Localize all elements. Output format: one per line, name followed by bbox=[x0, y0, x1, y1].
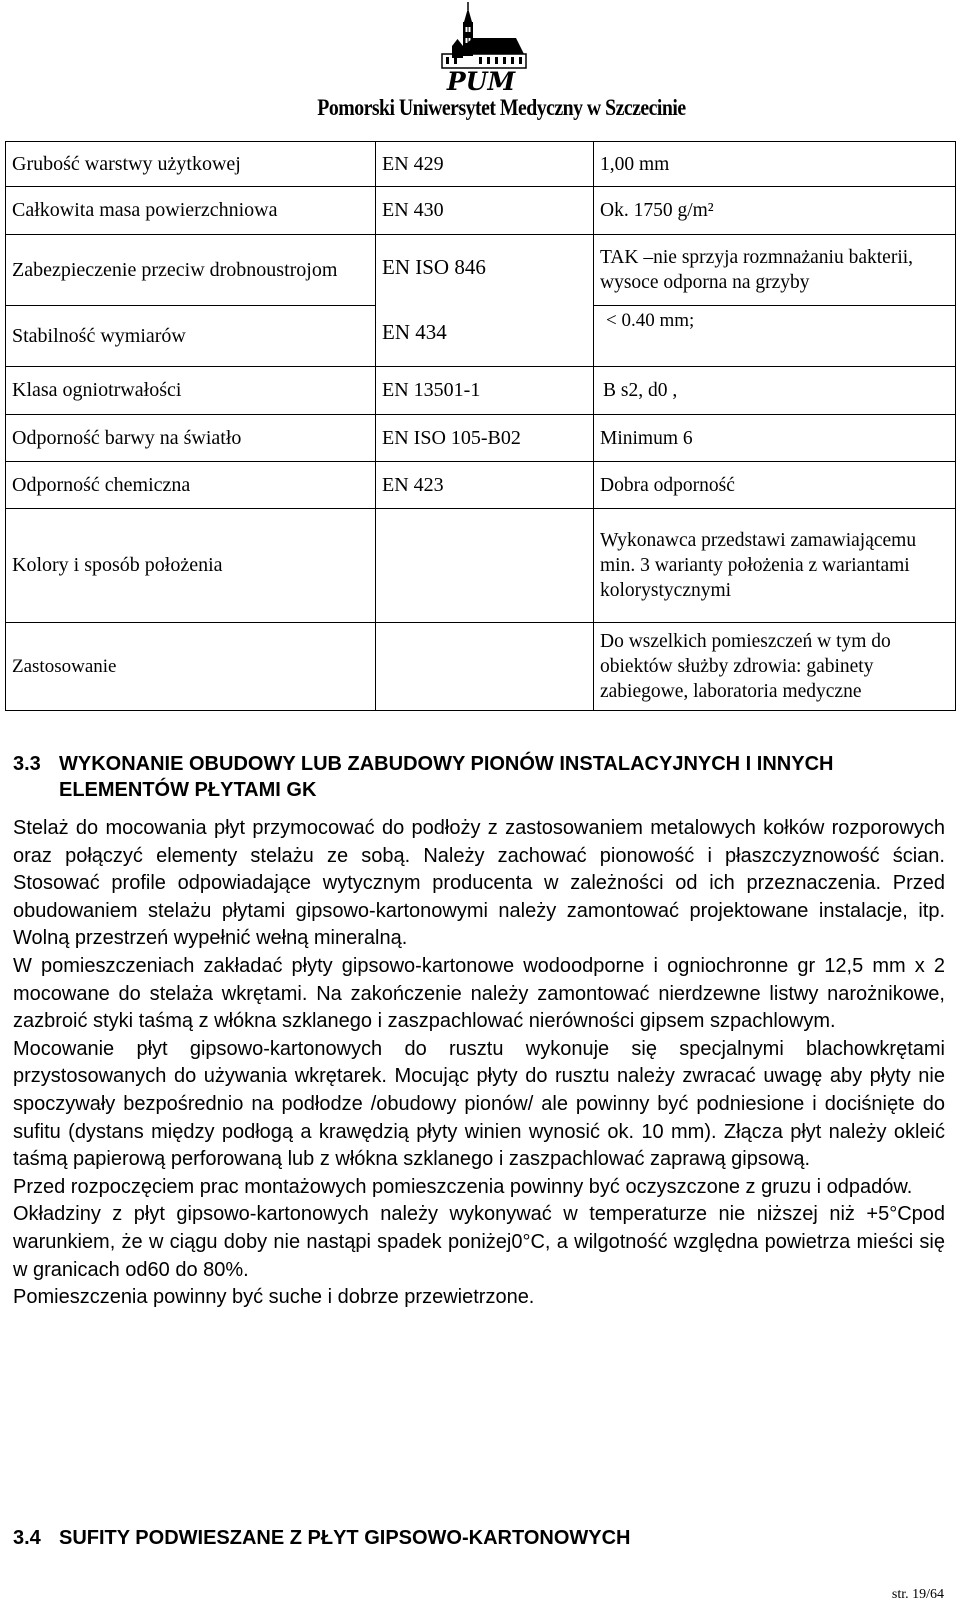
table-cell: Do wszelkich pomieszczeń w tym do obiektów służby zdrowia: gabinety zabiegowe, laboratoria medyczne bbox=[594, 623, 956, 711]
paragraph: W pomieszczeniach zakładać płyty gipsowo-kartonowe wodoodporne i ogniochronne gr 12,5 mm x 2 mocowane do stelaża wkrętami. Na zakończenie należy zamontować nierdzewne listwy narożnikowe, zazbroić styki taśmą z włókna szklanego i zaszpachlować nierówności gipsem szpachlowym. bbox=[13, 954, 945, 1033]
table-cell: EN 430 bbox=[376, 187, 594, 235]
section-title: WYKONANIE OBUDOWY LUB ZABUDOWY PIONÓW INSTALACYJNYCH I INNYCH ELEMENTÓW PŁYTAMI GK bbox=[59, 753, 834, 801]
university-logo bbox=[434, 2, 528, 94]
table-row bbox=[6, 415, 956, 462]
section-3-3-body bbox=[13, 815, 945, 1312]
table-row bbox=[6, 509, 956, 623]
table-cell: Zastosowanie bbox=[6, 623, 376, 711]
table-cell bbox=[376, 235, 594, 367]
table-cell: Kolory i sposób położenia bbox=[6, 509, 376, 623]
table-cell: Odporność barwy na światło bbox=[6, 415, 376, 462]
table-cell bbox=[376, 623, 594, 711]
table-cell: Grubość warstwy użytkowej bbox=[6, 142, 376, 187]
table-cell: Wykonawca przedstawi zamawiającemu min. 3 warianty położenia z wariantami kolorystycznymi bbox=[594, 509, 956, 623]
table-cell: Zabezpieczenie przeciw drobnoustrojom bbox=[6, 235, 376, 306]
table-cell: Minimum 6 bbox=[594, 415, 956, 462]
paragraph: Mocowanie płyt gipsowo-kartonowych do rusztu wykonuje się specjalnymi blachowkrętami przystosowanych do używania wkrętarek. Mocując płyty do rusztu należy zwracać uwagę aby płyty nie spoczywały bezpośrednio na podłodze /obudowy pionów/ ale powinny być podniesione i dociśnięte do sufitu (dystans między podłogą a krawędzią płyty winien wynosić ok. 10 mm). Złącza płyt należy okleić taśmą papierową perforowaną lub z włókna szklanego i zaszpachlować zaprawą gipsową. bbox=[13, 1037, 945, 1171]
table-row bbox=[6, 462, 956, 509]
page-number: str. 19/64 bbox=[891, 1587, 944, 1602]
paragraph: Okładziny z płyt gipsowo-kartonowych należy wykonywać w temperaturze nie niższej niż +5°Cpod warunkiem, że w ciągu doby nie nastąpi spadek poniżej0°C, a wilgotność względna powietrza mieści się w granicach od60 do 80%. bbox=[13, 1203, 945, 1281]
section-title: SUFITY PODWIESZANE Z PŁYT GIPSOWO-KARTONOWYCH bbox=[59, 1527, 631, 1549]
table-cell: EN 13501-1 bbox=[376, 367, 594, 415]
table-cell: EN 423 bbox=[376, 462, 594, 509]
table-cell: TAK –nie sprzyja rozmnażaniu bakterii, wysoce odporna na grzyby bbox=[594, 235, 956, 306]
table-cell: 1,00 mm bbox=[594, 142, 956, 187]
section-number: 3.3 bbox=[13, 753, 41, 775]
table-cell: Całkowita masa powierzchniowa bbox=[6, 187, 376, 235]
specification-table bbox=[5, 141, 956, 711]
standard-en-434: EN 434 bbox=[382, 320, 447, 344]
standard-en-iso-846: EN ISO 846 bbox=[382, 255, 486, 279]
table-cell bbox=[594, 306, 956, 367]
table-cell: EN 429 bbox=[376, 142, 594, 187]
table-cell bbox=[376, 509, 594, 623]
table-row bbox=[6, 623, 956, 711]
table-cell: Odporność chemiczna bbox=[6, 462, 376, 509]
table-cell: B s2, d0 , bbox=[594, 367, 956, 415]
table-cell: EN ISO 105-B02 bbox=[376, 415, 594, 462]
university-logo-icon bbox=[434, 2, 528, 94]
paragraph: Przed rozpoczęciem prac montażowych pomieszczenia powinny być oczyszczone z gruzu i odpadów. bbox=[13, 1175, 913, 1198]
section-number: 3.4 bbox=[13, 1527, 41, 1549]
page-header bbox=[0, 0, 960, 130]
stability-value: < 0.40 mm; bbox=[606, 310, 695, 331]
table-cell: Ok. 1750 g/m² bbox=[594, 187, 956, 235]
table-row bbox=[6, 142, 956, 187]
table-cell: Klasa ogniotrwałości bbox=[6, 367, 376, 415]
table-row bbox=[6, 187, 956, 235]
table-cell: Stabilność wymiarów bbox=[6, 306, 376, 367]
table-row bbox=[6, 235, 956, 306]
section-3-4-heading bbox=[13, 1525, 949, 1551]
section-3-3-heading bbox=[13, 751, 949, 803]
paragraph: Pomieszczenia powinny być suche i dobrze przewietrzone. bbox=[13, 1286, 535, 1309]
paragraph: Stelaż do mocowania płyt przymocować do podłoży z zastosowaniem metalowych kołków rozporowych oraz połączyć elementy stelażu ze sobą. Należy zachować pionowość i płaszczyznowość ścian. Stosować profile odpowiadające wytycznym producenta w zależności od ich przeznaczenia. Przed obudowaniem stelażu płytami gipsowo-kartonowymi należy zamontować projektowane instalacje, itp. Wolną przestrzeń wypełnić wełną mineralną. bbox=[13, 817, 945, 950]
svg-text:PUM: PUM bbox=[446, 67, 516, 94]
table-row bbox=[6, 367, 956, 415]
table-cell: Dobra odporność bbox=[594, 462, 956, 509]
university-name: Pomorski Uniwersytet Medyczny w Szczecinie bbox=[317, 95, 686, 120]
